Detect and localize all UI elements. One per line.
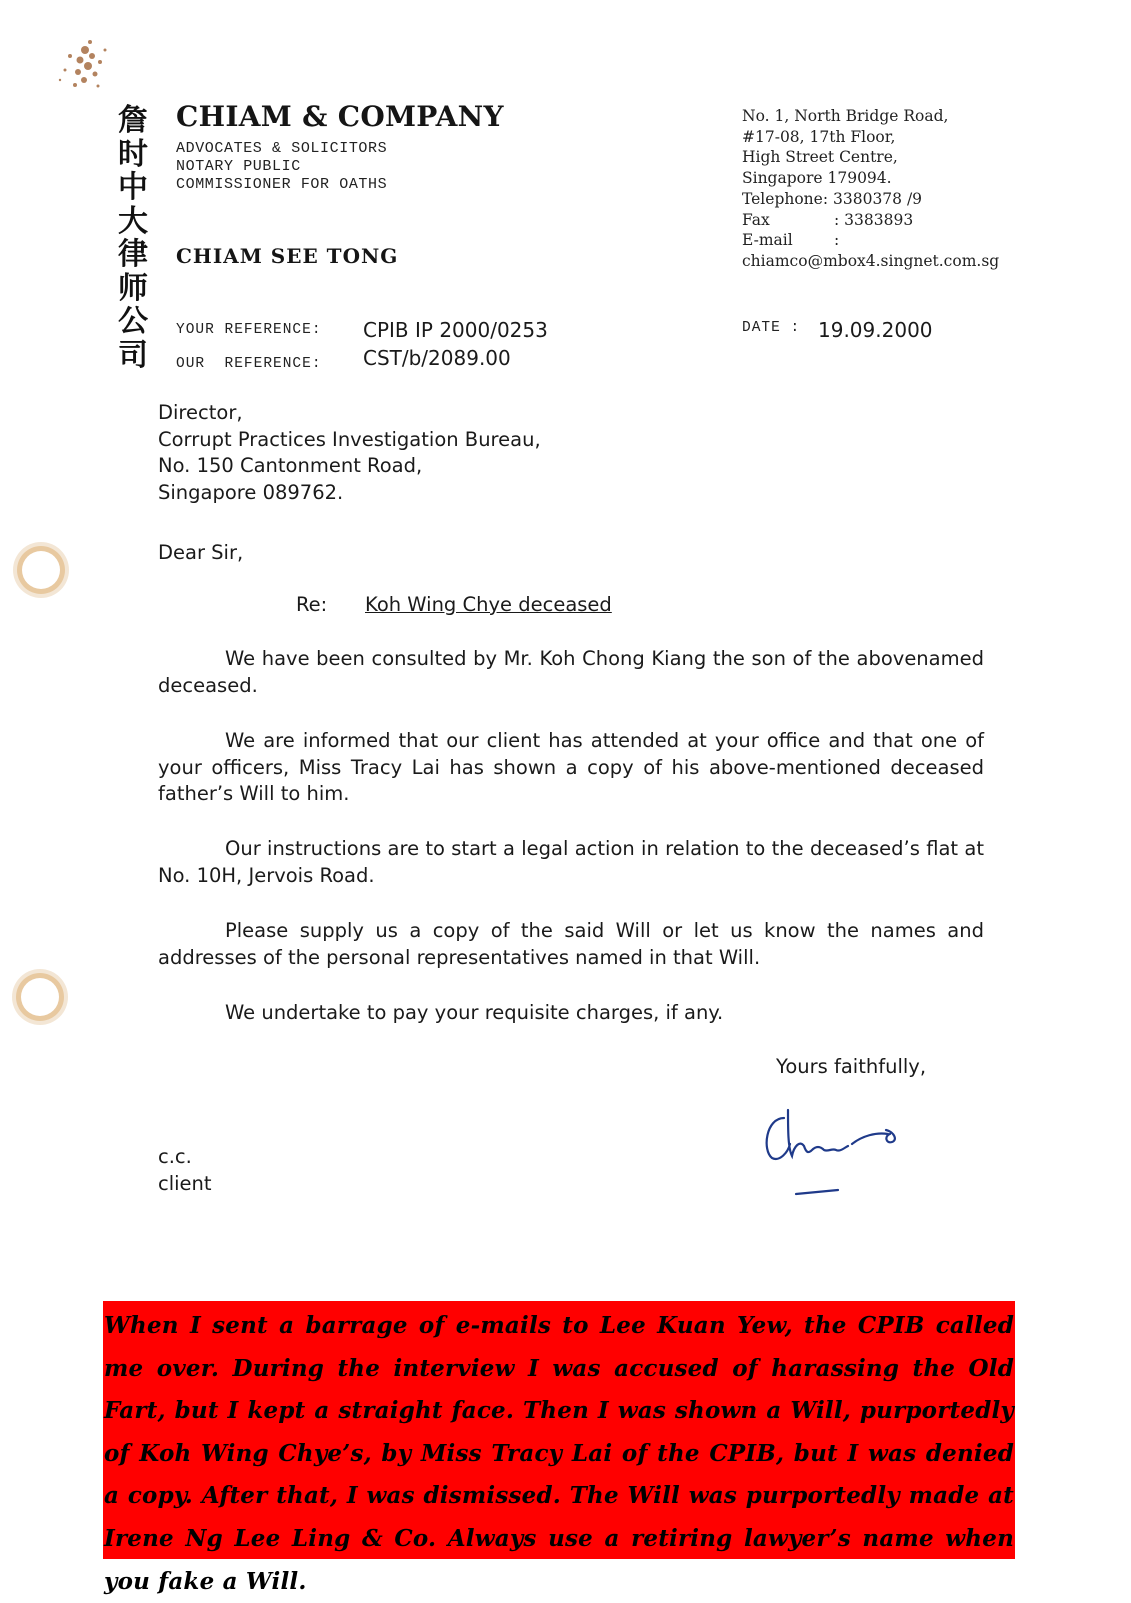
firm-line: ADVOCATES & SOLICITORS [176,140,388,157]
cc-label: c.c. [158,1145,192,1168]
partner-name: CHIAM SEE TONG [176,244,399,268]
email-separator: : [834,231,840,250]
recipient-line: Corrupt Practices Investigation Bureau, [158,427,541,451]
recipient-line: No. 150 Cantonment Road, [158,454,423,477]
address-line: No. 1, North Bridge Road, [742,107,949,125]
closing: Yours faithfully, [776,1055,927,1078]
fax-value: : 3383893 [834,210,914,229]
paragraph: We are informed that our client has attended at your office and that one of your officers, Miss Tracy Lai has shown a copy of his above-mentioned deceased father’s Will to him. [158,729,984,805]
stain-mark [40,30,130,110]
chinese-char: 司 [118,337,148,373]
fax-line [742,210,999,231]
your-reference-value: CPIB IP 2000/0253 [363,318,548,342]
chinese-char: 时 [118,136,148,172]
chinese-char: 中 [118,170,148,205]
email-label-line [742,230,999,251]
paragraph: Please supply us a copy of the said Will or let us know the names and addresses of the personal representatives named in that Will. [158,919,984,969]
annotation-text: When I sent a barrage of e-mails to Lee Kuan Yew, the CPIB called me over. During the interview I was accused of harassing the Old Fart, but I kept a straight face. Then I was shown a Will, purportedly of Koh Wing Chye’s, by Miss Tracy Lai of the CPIB, but I was denied a copy. After that, I was dismissed. The Will was purportedly made at Irene Ng Lee Ling & Co. Always use a retiring lawyer’s name when you fake a Will. [104,1312,1014,1595]
firm-line: NOTARY PUBLIC [176,158,301,175]
firm-description [176,140,387,194]
firm-line: COMMISSIONER FOR OATHS [176,176,388,193]
address-line: #17-08, 17th Floor, [742,127,896,146]
punch-hole-bottom [21,978,59,1016]
our-reference-value: CST/b/2089.00 [363,346,511,370]
date-value: 19.09.2000 [818,318,933,342]
salutation: Dear Sir, [158,541,244,564]
chinese-firm-name [116,104,150,372]
paragraph: We undertake to pay your requisite charges, if any. [225,1001,724,1024]
punch-hole-top [22,551,60,589]
cc-recipient: client [158,1171,212,1195]
email-value: chiamco@mbox4.singnet.com.sg [742,251,1000,270]
address-line: High Street Centre, [742,148,898,167]
subject-label: Re: [296,593,328,616]
signature [758,1100,918,1200]
fax-label: Fax [742,210,770,229]
recipient-line: Singapore 089762. [158,480,344,504]
telephone-value: : 3380378 /9 [822,189,923,208]
your-reference-label: YOUR REFERENCE: [176,322,322,338]
email-label: E-mail [742,231,793,250]
date-label: DATE : [742,320,801,336]
chinese-char: 师 [118,270,148,306]
chinese-char: 大 [118,203,148,239]
chinese-char: 律 [118,237,148,272]
telephone-label: Telephone [742,189,823,208]
recipient-line: Director, [158,401,243,424]
chinese-char: 詹 [118,103,148,138]
paragraph: Our instructions are to start a legal action in relation to the deceased’s flat at No. 10H, Jervois Road. [158,837,984,887]
our-reference-label: OUR REFERENCE: [176,356,322,372]
firm-name: CHIAM & COMPANY [176,100,504,133]
address-line: Singapore 179094. [742,169,892,188]
firm-address [742,106,999,272]
chinese-char: 公 [118,304,148,339]
subject-text: Koh Wing Chye deceased [365,593,612,616]
recipient-address [158,400,541,506]
paragraph: We have been consulted by Mr. Koh Chong Kiang the son of the abovenamed deceased. [158,647,984,697]
cc-block [158,1144,212,1197]
telephone-line [742,189,999,210]
